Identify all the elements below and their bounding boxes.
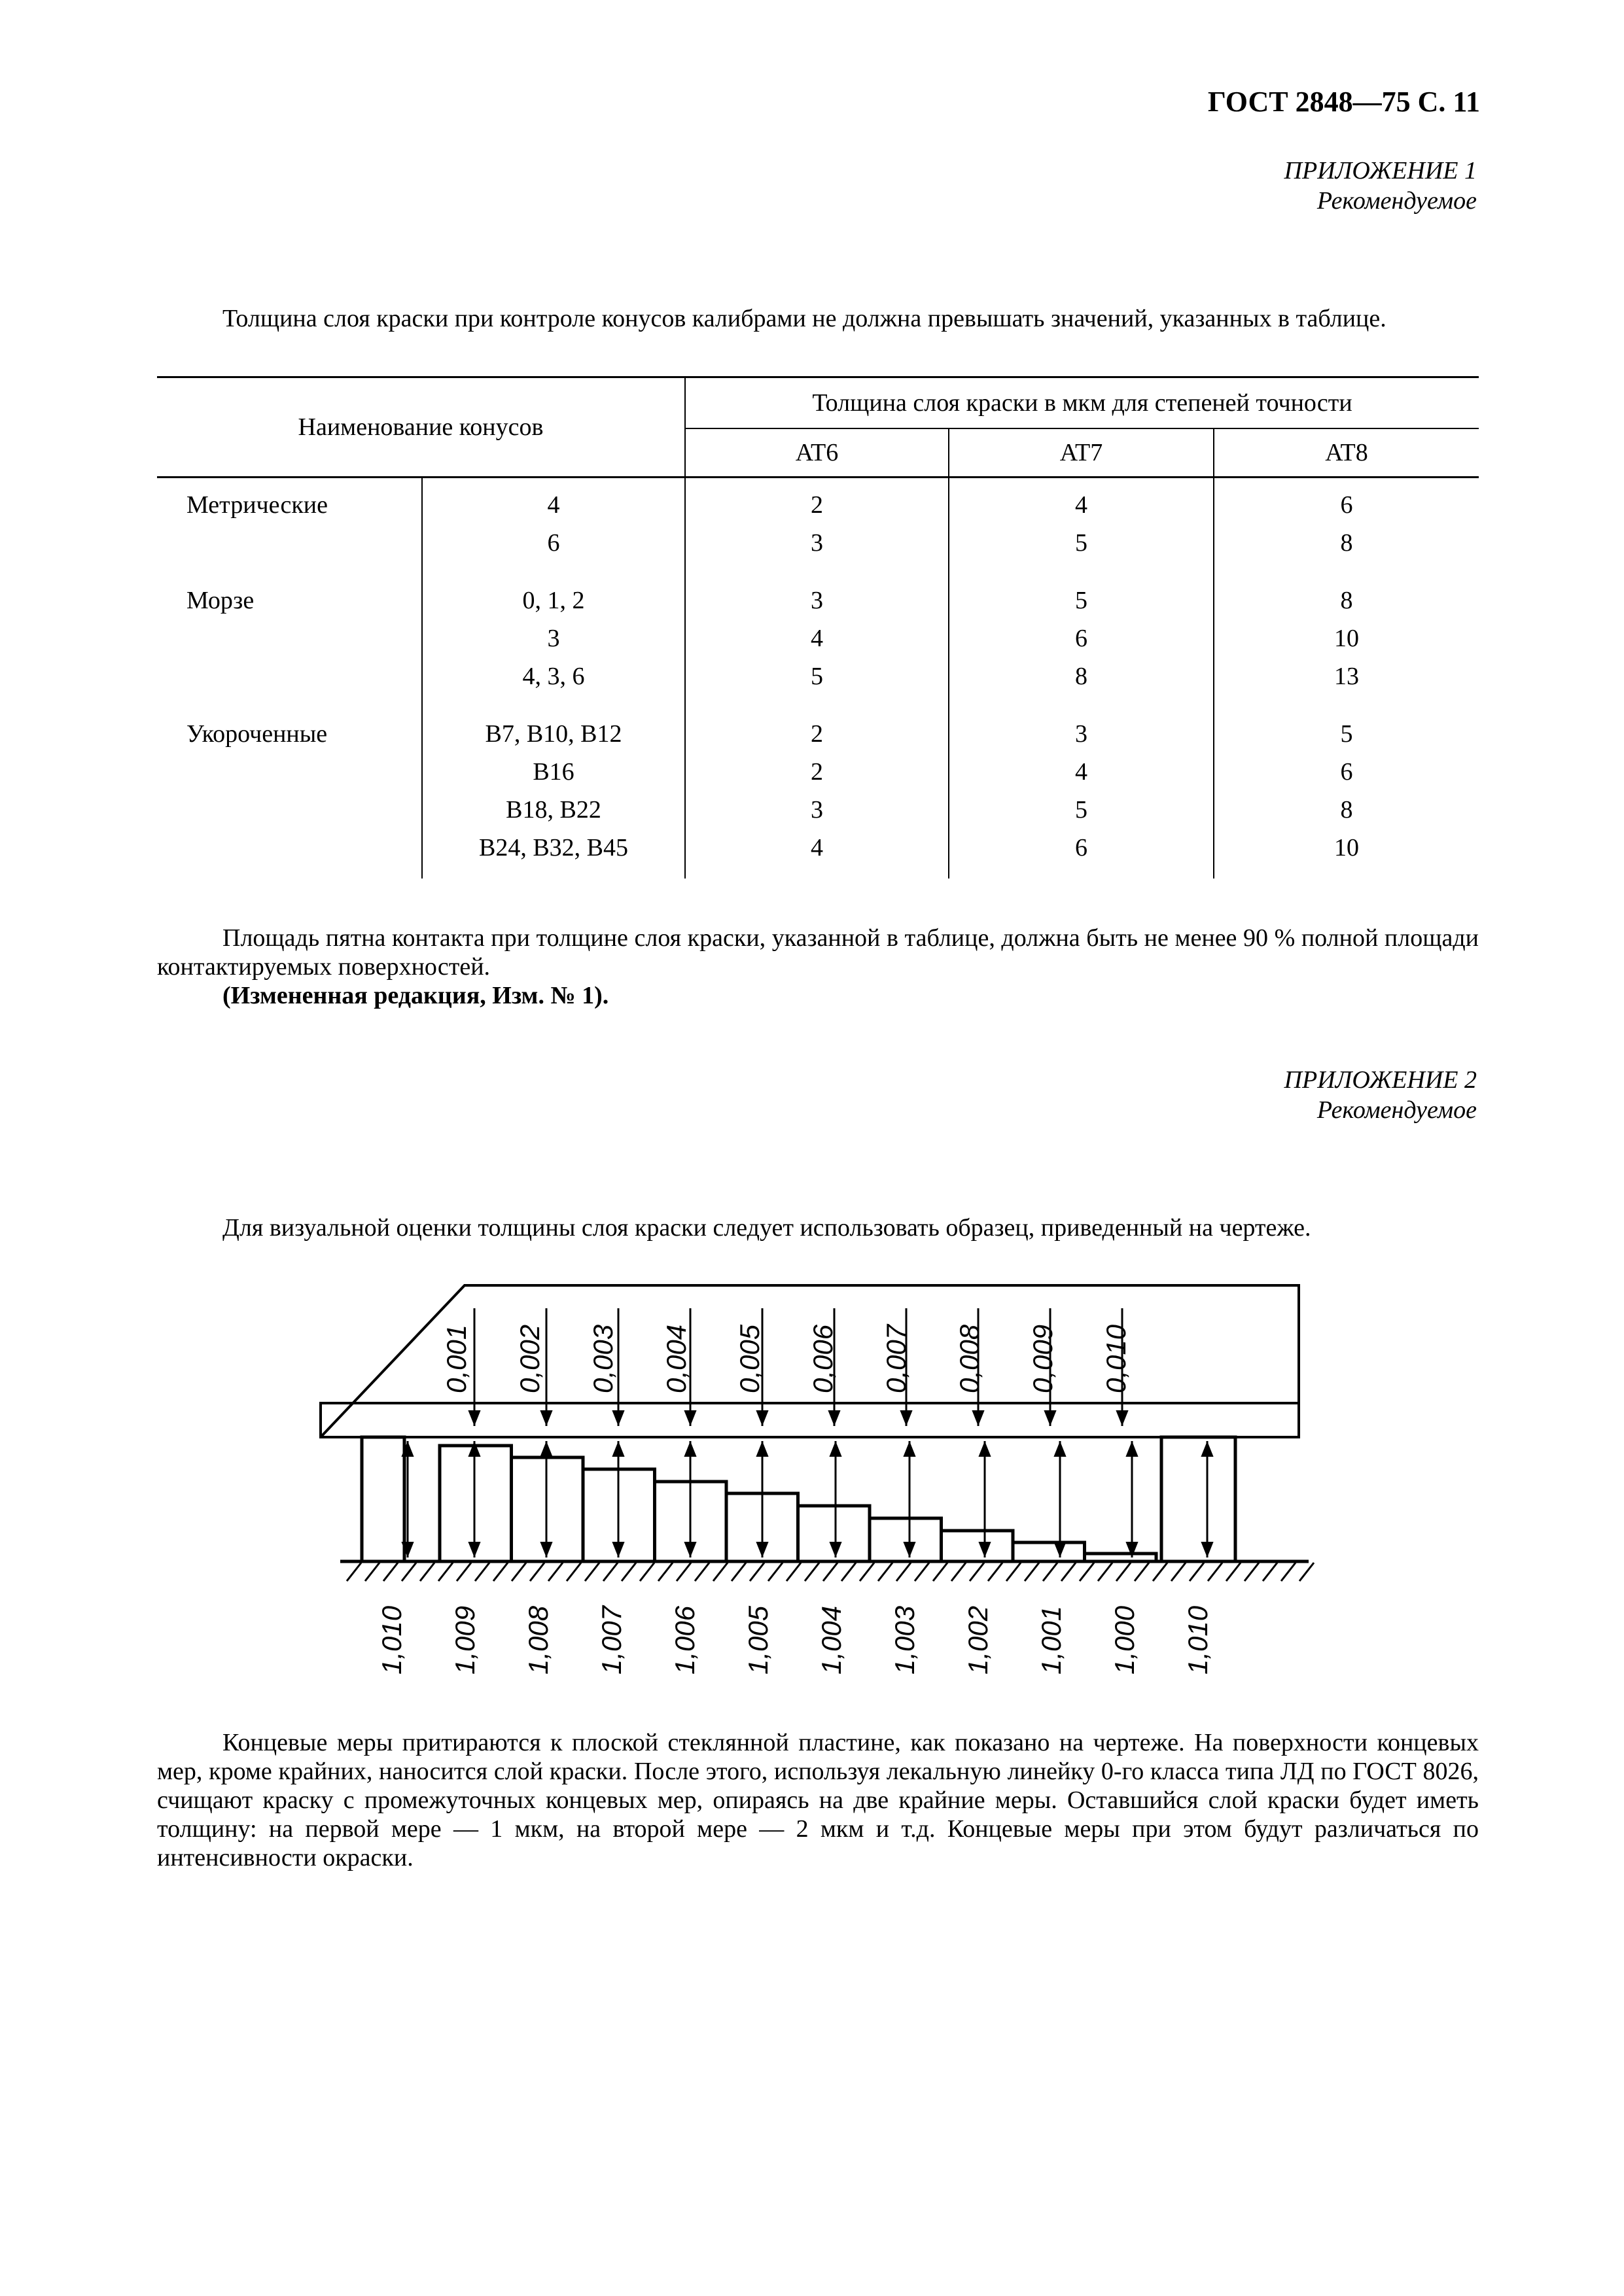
hatch-line — [622, 1563, 636, 1581]
appendix2-heading — [1284, 1065, 1477, 1125]
size-cell: 4 6 — [422, 478, 685, 574]
at7-cell: 3 4 5 6 — [949, 707, 1214, 878]
at8-cell: 6 8 — [1214, 478, 1479, 574]
end-block-left — [362, 1437, 404, 1561]
appendix1-title: ПРИЛОЖЕНИЕ 1 — [1284, 157, 1477, 184]
step-block — [440, 1446, 512, 1561]
hatch-line — [567, 1563, 581, 1581]
base-hatching — [347, 1563, 1314, 1581]
appendix1-note: Площадь пятна контакта при толщине слоя краски, указанной в таблице, должна быть не менее 90 % полной площади контактируемых поверхностей. — [157, 924, 1479, 981]
paint-thickness-table — [157, 376, 1479, 878]
top-dimension-label: 0,004 — [661, 1324, 692, 1393]
top-dimension-label: 0,001 — [441, 1324, 472, 1393]
at7-cell: 4 5 — [949, 478, 1214, 574]
top-labels — [441, 1323, 1131, 1393]
hatch-line — [823, 1563, 838, 1581]
group-name: Укороченные — [186, 720, 328, 748]
hatch-line — [640, 1563, 654, 1581]
hatch-line — [841, 1563, 856, 1581]
size-cell: B7, B10, B12 B16 B18, B22 B24, B32, B45 — [422, 707, 685, 878]
hatch-line — [750, 1563, 764, 1581]
bottom-dimension-label: 1,010 — [376, 1605, 407, 1675]
hatch-line — [1208, 1563, 1222, 1581]
hatch-line — [878, 1563, 892, 1581]
hatch-line — [347, 1563, 361, 1581]
appendix1-subtitle: Рекомендуемое — [1316, 187, 1477, 215]
hatch-line — [1135, 1563, 1149, 1581]
table-row-morse — [157, 574, 1479, 707]
at8-cell: 5 6 8 10 — [1214, 707, 1479, 878]
size-cell: 0, 1, 2 3 4, 3, 6 — [422, 574, 685, 707]
hatch-line — [695, 1563, 709, 1581]
top-dimension-label: 0,010 — [1101, 1324, 1131, 1393]
hatch-line — [1244, 1563, 1259, 1581]
step-block — [798, 1506, 870, 1561]
top-dimension-label: 0,002 — [514, 1324, 545, 1393]
at8-cell: 8 10 13 — [1214, 574, 1479, 707]
top-dimension-label: 0,007 — [881, 1324, 911, 1393]
hatch-line — [1043, 1563, 1057, 1581]
hatch-line — [805, 1563, 819, 1581]
page-header: ГОСТ 2848—75 С. 11 — [1207, 86, 1480, 118]
col-header-at8: AT8 — [1214, 428, 1479, 478]
group-name: Морзе — [186, 587, 255, 614]
top-dimension-label: 0,003 — [588, 1324, 618, 1393]
hatch-line — [658, 1563, 673, 1581]
at6-cell: 3 4 5 — [685, 574, 949, 707]
hatch-line — [493, 1563, 508, 1581]
hatch-line — [786, 1563, 801, 1581]
bottom-dimension-label: 1,004 — [816, 1605, 847, 1675]
top-dimension-label: 0,008 — [954, 1324, 985, 1393]
appendix2-intro: Для визуальной оценки толщины слоя краски следует использовать образец, приведенный на чертеже. — [222, 1214, 1311, 1242]
group-name: Метрические — [186, 491, 328, 519]
hatch-line — [768, 1563, 783, 1581]
hatch-line — [512, 1563, 526, 1581]
hatch-line — [402, 1563, 416, 1581]
hatch-line — [548, 1563, 563, 1581]
hatch-line — [1263, 1563, 1277, 1581]
hatch-line — [1116, 1563, 1131, 1581]
step-block — [1013, 1542, 1085, 1561]
hatch-line — [1006, 1563, 1021, 1581]
hatch-line — [457, 1563, 471, 1581]
bottom-labels — [376, 1605, 1213, 1675]
hatch-line — [438, 1563, 453, 1581]
bottom-dimension-label: 1,006 — [669, 1605, 700, 1675]
hatch-line — [970, 1563, 984, 1581]
hatch-line — [1153, 1563, 1167, 1581]
hatch-line — [603, 1563, 618, 1581]
bottom-dimension-label: 1,000 — [1109, 1605, 1140, 1675]
col-header-name: Наименование конусов — [157, 377, 685, 478]
hatch-line — [1281, 1563, 1296, 1581]
hatch-line — [896, 1563, 911, 1581]
hatch-line — [1098, 1563, 1112, 1581]
bottom-dimension-label: 1,003 — [889, 1605, 920, 1675]
hatch-line — [1061, 1563, 1076, 1581]
hatch-line — [677, 1563, 691, 1581]
hatch-line — [585, 1563, 599, 1581]
appendix1-heading — [1284, 156, 1477, 216]
table-row-metric — [157, 478, 1479, 574]
hatch-line — [1171, 1563, 1186, 1581]
appendix2-subtitle: Рекомендуемое — [1316, 1096, 1477, 1124]
hatch-line — [1190, 1563, 1204, 1581]
col-header-at7: AT7 — [949, 428, 1214, 478]
top-dimension-label: 0,006 — [807, 1324, 838, 1393]
hatch-line — [951, 1563, 966, 1581]
hatch-line — [732, 1563, 746, 1581]
hatch-line — [1080, 1563, 1094, 1581]
appendix2-title: ПРИЛОЖЕНИЕ 2 — [1284, 1066, 1477, 1094]
appendix2-description: Концевые меры притираются к плоской стеклянной пластине, как показано на чертеже. На поверхности концевых мер, кроме крайних, наносится слой краски. После этого, используя лекальную линейку 0-го класса типа ЛД по ГОСТ 8026, счищают краску с промежуточных концевых мер, опираясь на две крайние меры. Оставшийся слой краски будет иметь толщину: на первой мере — 1 мкм, на второй мере — 2 мкм и т.д. Концевые меры при этом будут различаться по интенсивности окраски. — [157, 1729, 1479, 1871]
bottom-dimension-label: 1,008 — [523, 1605, 554, 1675]
hatch-line — [860, 1563, 874, 1581]
top-dimension-label: 0,005 — [734, 1324, 765, 1393]
top-dimension-label: 0,009 — [1027, 1324, 1058, 1393]
hatch-line — [383, 1563, 398, 1581]
at6-cell: 2 3 — [685, 478, 949, 574]
col-header-at6: AT6 — [685, 428, 949, 478]
step-block — [942, 1531, 1014, 1561]
appendix1-intro: Толщина слоя краски при контроле конусов калибрами не должна превышать значений, указанных в таблице. — [222, 305, 1386, 332]
hatch-line — [933, 1563, 947, 1581]
at7-cell: 5 6 8 — [949, 574, 1214, 707]
end-block-right — [1161, 1437, 1235, 1561]
hatch-line — [988, 1563, 1002, 1581]
step-block — [870, 1518, 942, 1561]
hatch-line — [1226, 1563, 1241, 1581]
appendix1-amendment: (Измененная редакция, Изм. № 1). — [222, 982, 609, 1009]
bottom-dimension-label: 1,010 — [1182, 1605, 1213, 1675]
hatch-line — [420, 1563, 434, 1581]
hatch-line — [475, 1563, 489, 1581]
hatch-line — [915, 1563, 929, 1581]
table-row-short — [157, 707, 1479, 878]
bottom-dimension-label: 1,005 — [743, 1605, 773, 1675]
at6-cell: 2 2 3 4 — [685, 707, 949, 878]
hatch-line — [530, 1563, 544, 1581]
col-header-group: Толщина слоя краски в мкм для степеней точности — [685, 377, 1479, 429]
hatch-line — [713, 1563, 728, 1581]
hatch-line — [1299, 1563, 1314, 1581]
bottom-dimension-label: 1,002 — [962, 1605, 993, 1675]
hatch-line — [1025, 1563, 1039, 1581]
gauge-blocks — [362, 1437, 1235, 1561]
hatch-line — [365, 1563, 380, 1581]
gauge-block-drawing — [0, 1243, 1624, 1714]
bottom-dimension-label: 1,009 — [450, 1605, 480, 1675]
bottom-dimension-label: 1,007 — [596, 1605, 627, 1675]
bottom-dimension-label: 1,001 — [1036, 1605, 1067, 1675]
